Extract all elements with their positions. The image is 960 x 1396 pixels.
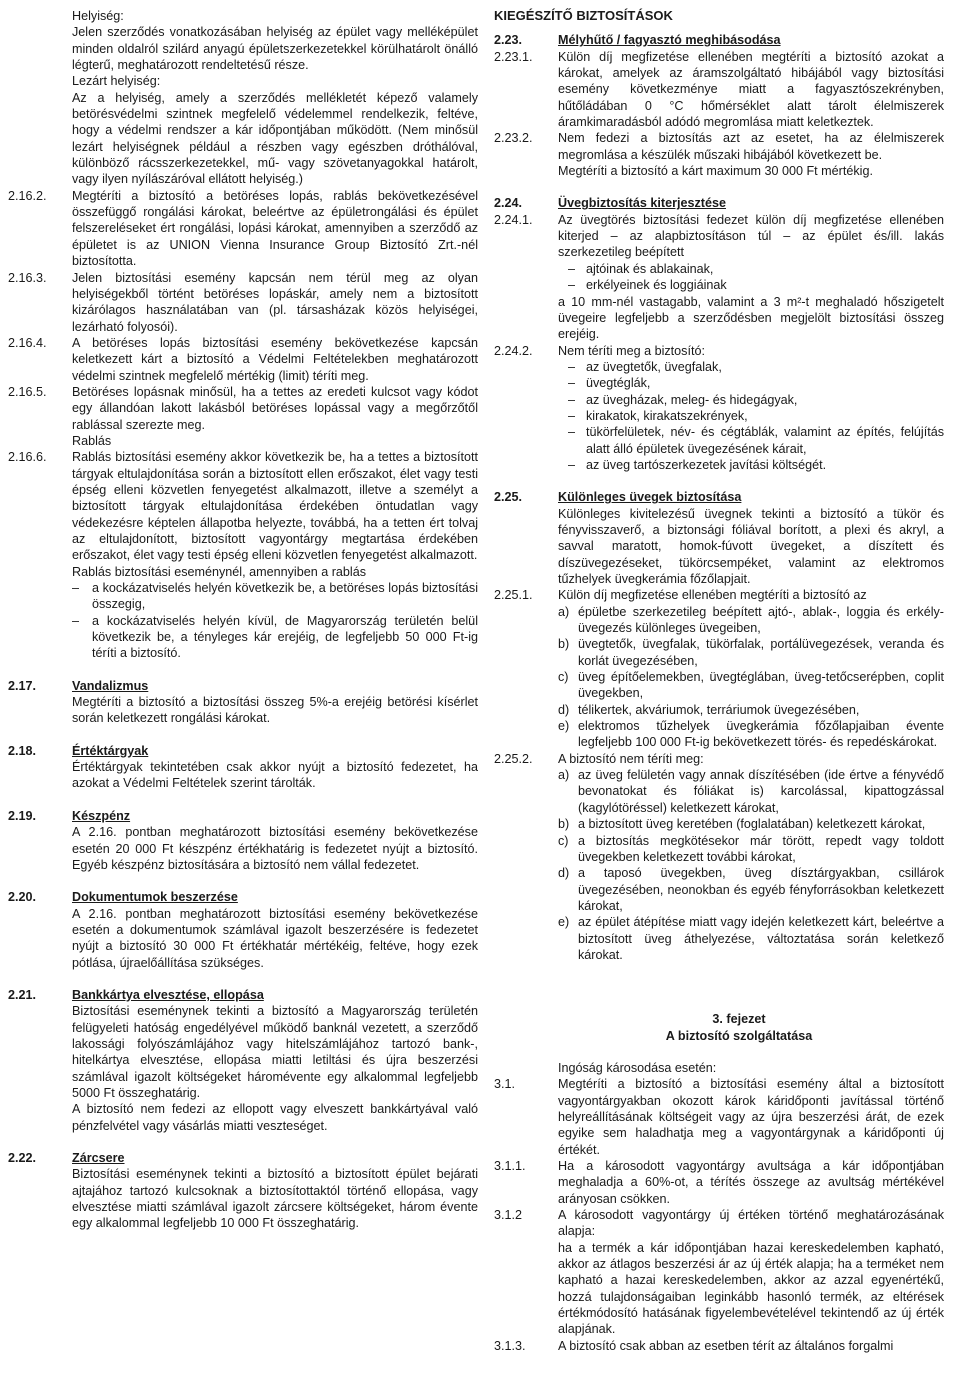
- paragraph: Rablás biztosítási eseménynél, amennyiben a rablás: [72, 564, 367, 579]
- heading-text: Zárcsere: [72, 1151, 125, 1165]
- list-item-text: tükörfelületek, név- és cégtáblák, valamint az építés, felújítás alatt álló épületek üvegezésének kárait,: [586, 425, 944, 456]
- list-item-text: erkélyeinek és loggiáinak: [586, 278, 727, 293]
- list-item: [494, 277, 944, 293]
- list-marker: b): [558, 817, 570, 832]
- paragraph: Biztosítási eseménynek tekinti a biztosító a biztosított épület bejárati ajtajához tartozó kulcsoknak a biztosítottaktól történő ellopása, vagy elvesztése miatti számlával igazolt zárcsere költségeket, három évente egy alkalommal legfeljebb 10 000 Ft összeghatárig.: [72, 1167, 478, 1231]
- numbered-paragraph: [494, 587, 944, 603]
- paragraph-text: Megtéríti a biztosító a biztosítási esemény által a biztosított vagyontárgyakban okozott károk káridőponti javítással történő helyreállításának költségeit vagy az újra beszerzési árát, de ezek egyike sem haladhatja meg a vagyontárgynak a káridőponti új értékét.: [558, 1077, 944, 1157]
- paragraph: Rablás: [72, 433, 112, 448]
- list-item: [494, 359, 944, 375]
- list-item: [494, 392, 944, 408]
- spacer: [8, 1134, 478, 1150]
- list-item-text: elektromos tűzhelyek üvegkerámia főzőlapjaiban évente legfeljebb 100 000 Ft-ig bekövetkezett törés- és repedéskárokat.: [578, 719, 944, 750]
- section-number: 2.23.2.: [494, 131, 533, 146]
- list-item-text: a biztosított üveg keretében (foglalatában) keletkezett károkat,: [578, 817, 926, 832]
- list-marker: d): [558, 702, 570, 717]
- heading-text: Dokumentumok beszerzése: [72, 890, 238, 905]
- section-number: 3.1.: [494, 1077, 516, 1092]
- list-marker: d): [558, 866, 570, 881]
- list-item: [494, 457, 944, 473]
- list-item-text: az üveg felületén vagy annak díszítésében (ide értve a fényvédő bevonatokat és fóliákat is) karcolással, kipattogzással (kagylótöréssel) keletkezett károkat,: [578, 768, 944, 815]
- paragraph-text: Külön díj megfizetése ellenében megtéríti a biztosító azokat a károkat, amelyek az áramszolgáltató hibájából vagy biztosítási esemény következménye miatt a fagyasztószekrényben, hűtőládában 0 °C hőmérséklet alatt tárolt élelmiszerek áramkimaradásból adódó megromlása miatt keletkeztek.: [558, 49, 944, 130]
- numbered-paragraph: [8, 335, 478, 384]
- numbered-paragraph: [8, 384, 478, 433]
- section-number: 2.24.2.: [494, 343, 533, 358]
- section-heading: [8, 678, 478, 694]
- numbered-paragraph: [494, 1158, 944, 1207]
- section-number: 2.17.: [8, 678, 37, 693]
- numbered-paragraph: [8, 449, 478, 563]
- section-heading: [8, 889, 478, 905]
- spacer: [494, 995, 944, 1011]
- paragraph: Értéktárgyak tekintetében csak akkor nyújt a biztosító fedezetet, ha azokat a Védelmi Feltételek szerint tárolták.: [72, 760, 478, 791]
- list-item-text: kirakatok, kirakatszekrények,: [586, 408, 748, 423]
- heading-text: Értéktárgyak: [72, 743, 149, 758]
- list-item: [494, 833, 944, 866]
- section-number: 3.1.3.: [494, 1338, 526, 1353]
- paragraph: Ingóság károsodása esetén:: [558, 1060, 717, 1075]
- paragraph: Biztosítási eseménynek tekinti a biztosító a Magyarország területén felügyeleti hatóság engedélyével működő banknál vezetett, a szerződő lakossági folyószámlájához vagy hitelszámlájához tartozó bank-, hitelkártya elvesztése, ellopása miatti letiltási és újra beszerzési számlával igazolt költségeket háromévente egy alkalommal legfeljebb 5000 Ft összeghatárig.: [72, 1004, 478, 1100]
- list-marker: –: [568, 392, 576, 407]
- section-number: 2.16.2.: [8, 188, 47, 203]
- heading-text: Mélyhűtő / fagyasztó meghibásodása: [558, 33, 781, 48]
- section-heading: [494, 489, 944, 505]
- list-marker: c): [558, 670, 569, 685]
- chapter-heading: A biztosító szolgáltatása: [665, 1028, 813, 1043]
- paragraph: Különleges kivitelezésű üvegnek tekinti a biztosító a tükör és fényvisszaverő, a biztonsági fóliával borított, a plexi és akryl, a savval maratott, homok-fúvott üvegeket, a díszített és díszüvegezéseket, tükörcsempéket, valamint az elektromos tűzhelyek üvegkerámia főzőlapjait.: [558, 506, 944, 586]
- list-marker: –: [568, 359, 576, 374]
- list-item: [8, 613, 478, 662]
- heading-text: Vandalizmus: [72, 678, 149, 693]
- list-item-text: az üveg tartószerkezetek javítási költségét.: [586, 457, 827, 472]
- section-number: 2.19.: [8, 808, 37, 823]
- paragraph-text: A károsodott vagyontárgy új értéken történő meghatározásának alapja:: [558, 1208, 944, 1239]
- paragraph-text: Rablás biztosítási esemény akkor következik be, ha a tettes a biztosított tárgyak eltulajdonítása során a biztosított ellen erőszakot, élet vagy testi épség elleni közvetlen fenyegetést alkalmazott, illetve a személyt a biztosított tárgyak eltulajdonítása érdekében öntudatlan vagy védekezésre képtelen állapotba helyezte, továbbá, ha a tetten ért tolvaj az eltulajdonított, biztosított vagyontárgy megtartása érdekében erőszakot, élet vagy testi épség elleni közvetlen fenyegetést alkalmazott.: [72, 450, 478, 563]
- section-heading: [8, 743, 478, 759]
- section-number: 2.23.: [494, 33, 523, 48]
- section-number: 3.1.1.: [494, 1159, 526, 1173]
- heading-text: Üvegbiztosítás kiterjesztése: [558, 196, 726, 211]
- list-marker: –: [568, 457, 576, 472]
- section-heading: [8, 808, 478, 824]
- spacer: [494, 979, 944, 995]
- list-item: [494, 914, 944, 963]
- numbered-paragraph: [494, 751, 944, 767]
- list-marker: –: [568, 425, 576, 440]
- list-item: [494, 408, 944, 424]
- list-item-text: üvegtéglák,: [586, 376, 651, 391]
- section-number: 2.22.: [8, 1151, 37, 1165]
- section-number: 2.24.: [494, 196, 523, 211]
- list-item-text: a kockázatviselés helyén következik be, a betöréses lopás biztosítási összegig,: [92, 581, 478, 612]
- list-item: [494, 718, 944, 751]
- list-item: [494, 669, 944, 702]
- numbered-paragraph: [494, 1207, 944, 1240]
- list-item-text: az épület átépítése miatt vagy idején keletkezett kárt, beleértve a biztosított üveg áthelyezése, változtatása során keletkező károkat.: [578, 915, 944, 962]
- list-item: [494, 375, 944, 391]
- list-marker: –: [568, 408, 576, 423]
- section-number: 2.23.1.: [494, 49, 533, 64]
- list-item-text: üveg építőelemekben, üvegtéglában, üveg-tetőcserépben, coplit üvegekben,: [578, 670, 944, 701]
- list-item-text: a taposó üvegekben, üveg dísztárgyakban, csillárok üvegezésében, neonokban és egyéb fényforrásokban keletkezett károkat,: [578, 866, 944, 913]
- list-marker: –: [72, 613, 80, 628]
- paragraph: Jelen szerződés vonatkozásában helyiség az épület vagy melléképület minden oldalról szilárd anyagú épületszerkezetekkel körülhatárolt önálló légterű, meghatározott rendeltetésű része.: [72, 25, 478, 73]
- list-item: [8, 580, 478, 613]
- spacer: [8, 971, 478, 987]
- section-number: 2.25.1.: [494, 588, 533, 603]
- list-item-text: a kockázatviselés helyén kívül, de Magyarország területén belül következik be, a tényleges kár erejéig, de legfeljebb 50 000 Ft-ig téríti a biztosító.: [92, 613, 478, 661]
- paragraph-text: Jelen biztosítási esemény kapcsán nem térül meg az olyan helyiségekből történt betöréses lopáskár, amely nem a biztosított kizárólagos használatában van (pl. társasházak közös helyiségei, lezárható folyosói).: [72, 270, 478, 334]
- list-item: [494, 636, 944, 669]
- paragraph: Lezárt helyiség:: [72, 74, 161, 89]
- list-marker: c): [558, 833, 569, 848]
- section-number: 2.16.4.: [8, 335, 47, 350]
- section-heading: [8, 987, 478, 1003]
- numbered-paragraph: [494, 1076, 944, 1158]
- numbered-paragraph: [8, 188, 478, 270]
- paragraph-text: Nem fedezi a biztosítás azt az esetet, ha az élelmiszerek megromlása a készülék műszaki hibájából következett be.: [558, 131, 944, 162]
- section-number: 2.16.5.: [8, 384, 47, 399]
- spacer: [8, 873, 478, 889]
- numbered-paragraph: [8, 270, 478, 335]
- list-marker: e): [558, 915, 570, 930]
- list-item-text: épületbe szerkezetileg beépített ajtó-, ablak-, loggia és erkély-üvegezés különleges üvegeiben,: [578, 604, 944, 636]
- spacer: [8, 727, 478, 743]
- paragraph: A biztosító nem fedezi az ellopott vagy elveszett bankkártyával való pénzfelvétel vagy vásárlás miatti veszteséget.: [72, 1102, 478, 1133]
- paragraph: A 2.16. pontban meghatározott biztosítási esemény bekövetkezése esetén a dokumentumok számlával igazolt beszerzésére is fedezetet nyújt a biztosító 30 000 Ft értékhatár mértékéig, feltéve, hogy ezek pótlása, újraelőállítása szükséges.: [72, 906, 478, 970]
- paragraph: a 10 mm-nél vastagabb, valamint a 3 m²-t meghaladó hőszigetelt üvegeire legfeljebb a szerződésben megjelölt biztosítási összeg erejéig.: [558, 294, 944, 342]
- section-number: 2.18.: [8, 743, 37, 758]
- list-item: [494, 767, 944, 816]
- heading-text: Bankkártya elvesztése, ellopása: [72, 987, 264, 1002]
- spacer: [494, 963, 944, 979]
- numbered-paragraph: [494, 212, 944, 261]
- section-number: 2.21.: [8, 987, 37, 1002]
- list-marker: –: [568, 261, 576, 276]
- paragraph-text: Az üvegtörés biztosítási fedezet külön díj megfizetése ellenében kiterjed – az alapbiztosításon túl – az épület és/ill. lakás szerkezetileg beépített: [558, 212, 944, 260]
- list-marker: a): [558, 604, 570, 619]
- paragraph-text: Nem téríti meg a biztosító:: [558, 343, 705, 358]
- section-number: 2.16.3.: [8, 270, 47, 285]
- section-number: 2.25.: [494, 490, 523, 505]
- paragraph-text: A biztosító csak abban az esetben térít az általános forgalmi: [558, 1338, 894, 1353]
- spacer: [8, 662, 478, 678]
- section-number: 2.24.1.: [494, 212, 533, 227]
- list-marker: –: [568, 376, 576, 391]
- list-item: [494, 424, 944, 457]
- paragraph: Megtéríti a biztosító a kárt maximum 30 000 Ft mértékig.: [558, 164, 873, 179]
- paragraph-text: A betöréses lopás biztosítási esemény bekövetkezése kapcsán keletkezett kárt a biztosító a Védelmi Feltételekben meghatározott védelmi szintnek megfelelő mértékig (limit) téríti meg.: [72, 335, 478, 383]
- paragraph: ha a termék a kár időpontjában hazai kereskedelemben kapható, akkor az átlagos beszerzési ár az új érték alapja; ha a terméket nem kapható a hazai kereskedelemben, akkor az azzal egyenértékű, hozzá tulajdonságaiban leginkább hasonló termék, az eltérések értékmódosító hatásának figyelembevételével tekintendő az új érték alapjának.: [558, 1240, 944, 1337]
- paragraph-text: A biztosító nem téríti meg:: [558, 751, 704, 766]
- paragraph: A 2.16. pontban meghatározott biztosítási esemény bekövetkezése esetén 20 000 Ft készpénz értékhatárig is fedezetet nyújt a biztosító. Egyéb készpénz biztosítására a biztosító nem vállal fedezetet.: [72, 825, 478, 872]
- list-item-text: az üvegházak, meleg- és hidegágyak,: [586, 392, 798, 407]
- paragraph: Megtéríti a biztosító a biztosítási összeg 5%-a erejéig betörési kísérlet során keletkezett rongálási károkat.: [72, 695, 478, 726]
- spacer: [494, 473, 944, 489]
- paragraph-text: Betöréses lopásnak minősül, ha a tettes az eredeti kulcsot vagy kódot egy állandóan lakott lakásból betöréses lopással vagy a megőrzőtől rablással szerezte meg.: [72, 384, 478, 432]
- list-item: [494, 816, 944, 832]
- list-marker: –: [72, 581, 80, 596]
- paragraph-text: Ha a károsodott vagyontárgy avultsága a kár időpontjában meghaladja a 60%-ot, a térítés összege az avultság mértékével arányosan csökken.: [558, 1159, 944, 1206]
- numbered-paragraph: [494, 343, 944, 359]
- spacer: [494, 1044, 944, 1060]
- list-item-text: télikertek, akváriumok, terráriumok üvegezésében,: [578, 702, 860, 717]
- section-heading: [494, 32, 944, 48]
- section-number: 2.25.2.: [494, 751, 533, 766]
- chapter-heading: 3. fejezet: [712, 1012, 766, 1027]
- list-item: [494, 702, 944, 718]
- section-number: 2.16.6.: [8, 450, 47, 465]
- spacer: [494, 179, 944, 195]
- list-marker: a): [558, 768, 570, 783]
- paragraph: Az a helyiség, amely a szerződés mellékletét képező valamely betörésvédelmi szintnek megfelelő védelemmel rendelkezik, feltéve, hogy a védelmi rendszer a kár időpontjában működött. (Nem minősül lezárt helyiségnek például a részben vagy egészben dróthálóval, különböző rácsszerkezetekkel, mű- vagy szövetanyagokkal határolt, vagy ilyen nyílászáróval ellátott helyiség.): [72, 90, 478, 187]
- numbered-paragraph: [494, 1338, 944, 1354]
- heading-text: Különleges üvegek biztosítása: [558, 490, 742, 505]
- list-marker: b): [558, 637, 570, 652]
- list-item-text: üvegtetők, üvegfalak, tükörfalak, portálüvegezések, veranda és korlát üvegezésében,: [578, 637, 944, 668]
- section-number: 3.1.2: [494, 1208, 523, 1223]
- paragraph: Helyiség:: [72, 9, 124, 23]
- section-number: 2.20.: [8, 890, 37, 905]
- paragraph-text: Külön díj megfizetése ellenében megtéríti a biztosító az: [558, 588, 867, 603]
- spacer: [8, 792, 478, 808]
- list-item-text: ajtóinak és ablakainak,: [586, 261, 714, 276]
- list-item-text: a biztosítás megkötésekor már törött, repedt vagy toldott üvegekben keletkezett további károkat,: [578, 833, 944, 864]
- paragraph-text: Megtéríti a biztosító a betöréses lopás, rablás bekövetkezésével összefüggő rongálási károkat, beleértve az épületrongálási és épület felszereléseket ért rongálási, lopási károkat, amennyiben a szerződő az épületet is az UNION Vienna Insurance Group Biztosító Zrt.-nél biztosította.: [72, 188, 478, 269]
- section-title: KIEGÉSZÍTŐ BIZTOSÍTÁSOK: [494, 8, 673, 23]
- section-heading: [494, 195, 944, 211]
- numbered-paragraph: [494, 49, 944, 131]
- right-column: [494, 8, 944, 1354]
- numbered-paragraph: [494, 130, 944, 163]
- list-marker: e): [558, 719, 570, 734]
- list-item-text: az üvegtetők, üvegfalak,: [586, 359, 722, 374]
- list-marker: –: [568, 278, 576, 293]
- list-item: [494, 604, 944, 637]
- list-item: [494, 261, 944, 277]
- section-heading: [8, 1150, 478, 1166]
- heading-text: Készpénz: [72, 808, 131, 823]
- list-item: [494, 865, 944, 914]
- left-column: [8, 8, 478, 1232]
- spacer: [494, 24, 944, 32]
